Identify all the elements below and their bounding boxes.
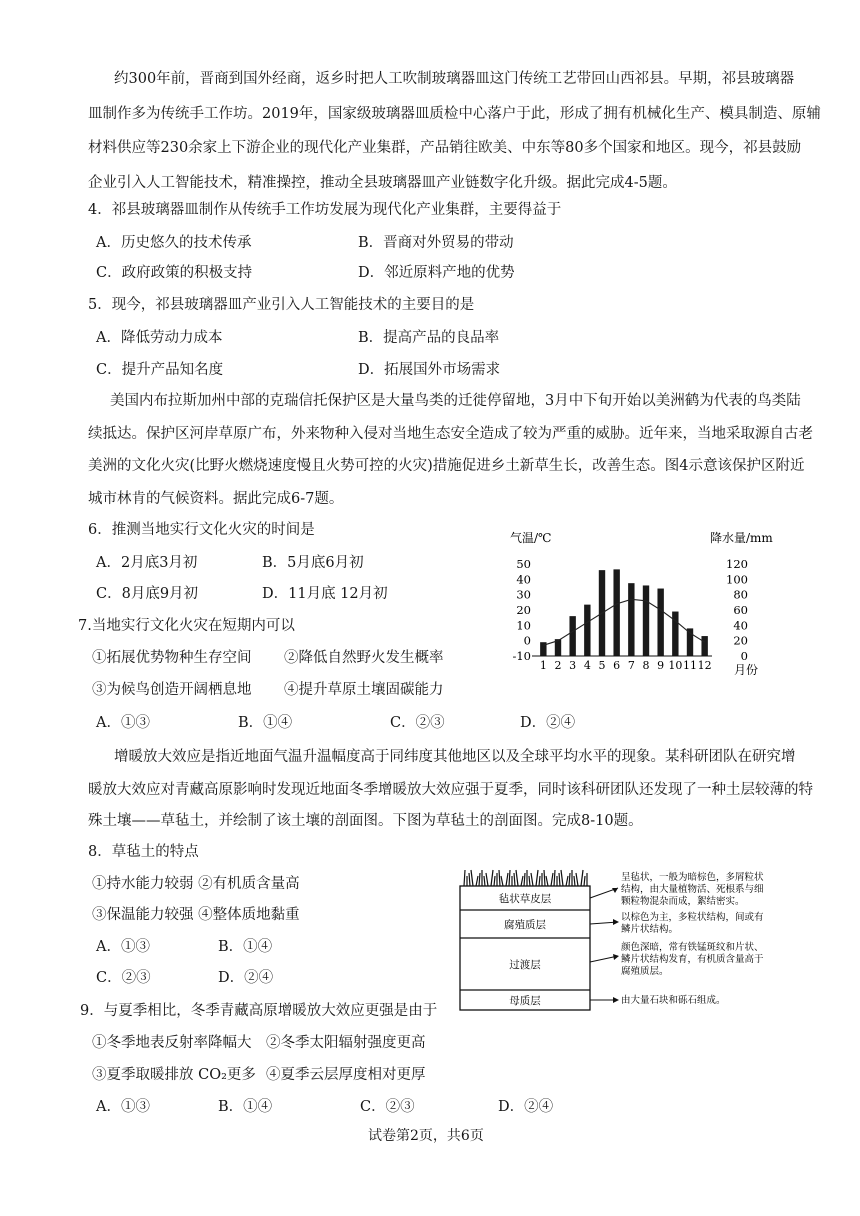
arrow-head-icon [613, 997, 619, 1003]
grass-blade [561, 870, 563, 886]
passage-1-line: 皿制作多为传统手工作坊。2019年，国家级玻璃器皿质检中心落户于此，形成了拥有机械化生产、模具制造、原辅 [88, 106, 821, 122]
option: B．提高产品的良品率 [358, 330, 500, 346]
precip-bar [613, 569, 619, 656]
x-tick-label: 12 [697, 659, 712, 672]
grass-blade [524, 873, 525, 886]
passage-2-line: 美洲的文化火灾(比野火燃烧速度慢且火势可控的火灾)措施促进乡土新草生长，改善生态。图4示意该保护区附近 [88, 458, 805, 474]
grass-blade [539, 876, 540, 886]
layer-note: 结构，由大量植物活、死根系与细 [621, 884, 764, 895]
page-footer: 试卷第2页，共6页 [368, 1128, 484, 1144]
grass-blade [484, 876, 485, 886]
statement: ①持水能力较弱 ②有机质含量高 [92, 876, 300, 892]
statement: ④提升草原土壤固碳能力 [284, 682, 444, 698]
arrow-head-icon [613, 919, 619, 925]
grass-blade [469, 873, 470, 886]
option: B．晋商对外贸易的带动 [358, 235, 514, 251]
soil-profile-diagram [458, 858, 788, 1018]
layer-note: 呈毡状，一般为暗棕色，多屑粒状 [621, 872, 764, 883]
option: D．拓展国外市场需求 [358, 362, 501, 378]
x-tick-label: 3 [569, 659, 577, 672]
x-tick-label: 1 [539, 659, 547, 672]
option: D．邻近原料产地的优势 [358, 265, 515, 281]
x-tick-label: 4 [583, 659, 591, 672]
grass-blade [494, 876, 495, 886]
soil-profile-svg [458, 858, 788, 1018]
grass-blade [499, 870, 500, 886]
option: B．①④ [238, 715, 293, 731]
passage-1-line: 约300年前，晋商到国外经商，返乡时把人工吹制玻璃器皿这门传统工艺带回山西祁县。早期，祁县玻璃器 [114, 71, 795, 87]
arrow-head-icon [612, 888, 618, 893]
statement: ②降低自然野火发生概率 [284, 650, 444, 666]
option: D．②④ [218, 970, 274, 986]
option: B．5月底6月初 [262, 555, 364, 571]
grass-blade [584, 876, 585, 886]
grass-blade [581, 870, 583, 886]
x-tick-label: 2 [554, 659, 562, 672]
grass-blade [566, 876, 568, 886]
passage-2-line: 续抵达。保护区河岸草原广布，外来物种入侵对当地生态安全造成了较为严重的威胁。近年来，当地采取源自古老 [88, 426, 813, 442]
y-tick-left: 40 [516, 572, 531, 587]
grass-blade [486, 873, 488, 886]
option: A．①③ [96, 939, 150, 955]
x-tick-label: 7 [627, 659, 635, 672]
grass-blade [536, 870, 538, 886]
option: B．①④ [218, 1099, 273, 1115]
layer-note: 颜色深暗，常有铁锰斑纹和片状、 [621, 942, 764, 953]
grass-blade [529, 876, 530, 886]
question-5-stem: 5．现今，祁县玻璃器皿产业引入人工智能技术的主要目的是 [88, 297, 475, 313]
grass-blade [554, 870, 555, 886]
x-tick-label: 6 [613, 659, 621, 672]
precip-bar [701, 636, 707, 656]
climate-chart [498, 528, 773, 686]
option: C．②③ [390, 715, 445, 731]
option: A．2月底3月初 [96, 555, 198, 571]
precip-bar [657, 589, 663, 656]
y-tick-right: 40 [733, 618, 748, 633]
option: C．②③ [96, 970, 151, 986]
precip-bar [672, 612, 678, 656]
passage-3-line: 增暖放大效应是指近地面气温升温幅度高于同纬度其他地区以及全球平均水平的现象。某科研团队在研究增 [114, 749, 796, 765]
layer-note: 腐殖质层。 [621, 966, 669, 977]
statement: ③保温能力较强 ④整体质地黏重 [92, 907, 300, 923]
x-tick-label: 8 [642, 659, 650, 672]
statement: ①冬季地表反射率降幅大 [92, 1035, 252, 1051]
grass-blade [544, 870, 545, 886]
grass-blade [574, 876, 575, 886]
layer-label: 过渡层 [509, 959, 541, 971]
grass-icon [464, 870, 587, 886]
y-tick-left: 10 [516, 618, 531, 633]
x-tick-label: 10 [668, 659, 683, 672]
precip-bar [584, 605, 590, 656]
grass-blade [491, 870, 493, 886]
precip-bar [628, 583, 634, 656]
grass-blade [476, 876, 478, 886]
option: B．①④ [218, 939, 273, 955]
temperature-line [543, 599, 704, 645]
passage-1-line: 材料供应等230余家上下游企业的现代化产业集群，产品销往欧美、中东等80多个国家和地区。现今，祁县鼓励 [88, 140, 802, 156]
grass-blade [546, 876, 548, 886]
y-tick-right: 20 [733, 633, 748, 648]
layer-note: 鳞片状结构。 [621, 924, 679, 935]
y-axis-left-label: 气温/℃ [510, 531, 552, 545]
question-6-stem: 6．推测当地实行文化火灾的时间是 [88, 522, 315, 538]
y-tick-left: 50 [516, 557, 531, 571]
grass-blade [471, 870, 473, 886]
option: C．政府政策的积极支持 [96, 265, 253, 281]
y-tick-left: -10 [512, 649, 531, 663]
grass-blade [479, 873, 480, 886]
grass-blade [509, 870, 510, 886]
precip-bar [569, 616, 575, 656]
passage-2-line: 城市林肯的气候资料。据此完成6-7题。 [88, 491, 344, 507]
y-tick-left: 0 [523, 633, 531, 648]
grass-blade [521, 876, 523, 886]
grass-blade [506, 873, 508, 886]
climate-chart-svg [498, 528, 773, 686]
passage-1-line: 企业引入人工智能技术，精准操控，推动全县玻璃器皿产业链数字化升级。据此完成4-5题。 [88, 175, 677, 191]
x-tick-label: 11 [683, 659, 697, 672]
x-tick-label: 9 [657, 659, 665, 672]
grass-blade [501, 876, 503, 886]
y-tick-right: 80 [733, 587, 748, 602]
passage-2-line: 美国内布拉斯加州中部的克瑞信托保护区是大量鸟类的迁徙停留地，3月中下旬开始以美洲鹤为代表的鸟类陆 [110, 393, 801, 409]
y-tick-right: 0 [740, 649, 748, 663]
x-axis-label: 月份 [734, 663, 759, 677]
grass-blade [516, 870, 518, 886]
layer-label: 毡状草皮层 [498, 893, 552, 905]
grass-blade [464, 870, 465, 886]
option: D．②④ [498, 1099, 554, 1115]
passage-3-line: 暖放大效应对青藏高原影响时发现近地面冬季增暖放大效应强于夏季，同时该科研团队还发现了一种土层较薄的特 [88, 782, 813, 798]
grass-blade [569, 873, 570, 886]
grass-blade [559, 873, 560, 886]
statement: ③夏季取暖排放 CO₂更多 [92, 1067, 256, 1083]
passage-3-line: 殊土壤——草毡土，并绘制了该土壤的剖面图。下图为草毡土的剖面图。完成8-10题。 [88, 813, 643, 829]
option: D．②④ [520, 715, 576, 731]
question-7-stem: 7.当地实行文化火灾在短期内可以 [78, 618, 295, 634]
layer-label: 母质层 [509, 995, 541, 1007]
layer-note: 由大量石块和砾石组成。 [621, 995, 726, 1006]
y-axis-right-label: 降水量/mm [710, 531, 773, 545]
layer-label: 腐殖质层 [504, 919, 546, 931]
statement: ③为候鸟创造开阔栖息地 [92, 682, 252, 698]
y-tick-right: 100 [726, 572, 748, 587]
question-8-stem: 8．草毡土的特点 [88, 844, 199, 860]
option: A．①③ [96, 715, 150, 731]
y-tick-right: 60 [733, 603, 748, 617]
option: A．历史悠久的技术传承 [96, 235, 252, 251]
option: D．11月底 12月初 [262, 586, 388, 602]
y-tick-left: 30 [516, 587, 531, 602]
option: A．①③ [96, 1099, 150, 1115]
grass-blade [551, 873, 553, 886]
option: C．8月底9月初 [96, 586, 199, 602]
grass-blade [576, 873, 578, 886]
option: A．降低劳动力成本 [96, 330, 223, 346]
layer-note: 鳞片状结构发育，有机质含量高于 [621, 954, 764, 965]
y-tick-right: 120 [726, 557, 748, 571]
x-tick-label: 5 [598, 659, 606, 672]
question-9-stem: 9．与夏季相比，冬季青藏高原增暖放大效应更强是由于 [80, 1003, 438, 1019]
option: C．②③ [360, 1099, 415, 1115]
option: C．提升产品知名度 [96, 362, 224, 378]
layer-note: 以棕色为主，多粒状结构，间或有 [621, 912, 764, 923]
question-4-stem: 4．祁县玻璃器皿制作从传统手工作坊发展为现代化产业集群，主要得益于 [88, 202, 562, 218]
grass-blade [514, 873, 515, 886]
y-tick-left: 20 [516, 603, 531, 617]
arrow-head-icon [613, 954, 619, 960]
statement: ①拓展优势物种生存空间 [92, 650, 252, 666]
layer-note: 颗粒物混杂而成，絮结密实。 [621, 896, 745, 907]
statement: ②冬季太阳辐射强度更高 [266, 1035, 426, 1051]
statement: ④夏季云层厚度相对更厚 [266, 1067, 426, 1083]
precip-bar [643, 585, 649, 656]
grass-blade [531, 873, 533, 886]
